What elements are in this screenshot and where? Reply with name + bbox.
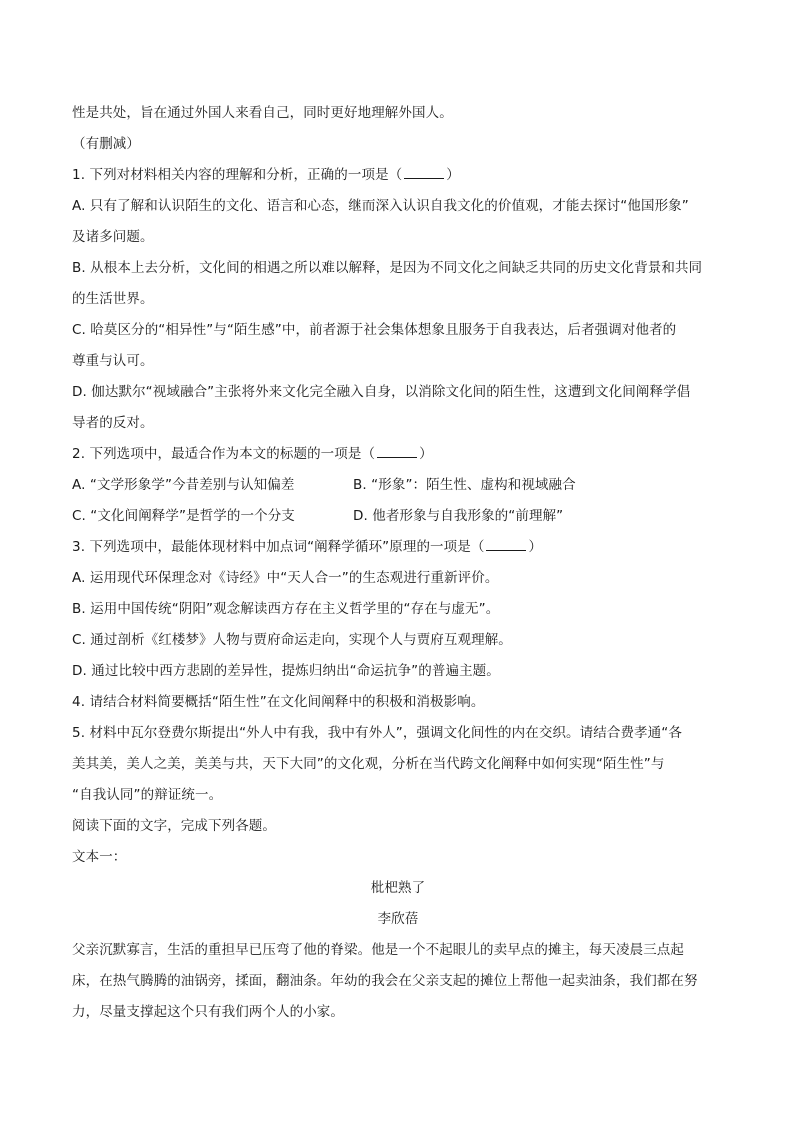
question-1-stem-text: 1. 下列对材料相关内容的理解和分析，正确的一项是（ <box>72 167 403 183</box>
question-3-option-a: A. 运用现代环保理念对《诗经》中“天人合一”的生态观进行重新评价。 <box>72 570 499 586</box>
question-1-stem <box>72 160 724 191</box>
essay-paragraph-line-1: 父亲沉默寡言，生活的重担早已压弯了他的脊梁。他是一个不起眼儿的卖早点的摊主，每天凌晨三点起 <box>72 942 684 958</box>
question-5-line-2: 美其美，美人之美，美美与共，天下大同”的文化观，分析在当代跨文化阐释中如何实现“陌生性”与 <box>72 756 665 772</box>
answer-blank <box>377 443 417 458</box>
question-2-option-c: C. “文化间阐释学”是哲学的一个分支 <box>72 508 295 524</box>
question-2-option-a: A. “文学形象学”今昔差别与认知偏差 <box>72 477 295 493</box>
essay-paragraph-line-2: 床，在热气腾腾的油锅旁，揉面，翻油条。年幼的我会在父亲支起的摊位上帮他一起卖油条，我们都在努 <box>72 973 698 989</box>
essay-author: 李欣蓓 <box>377 911 419 927</box>
question-1-stem-close: ） <box>446 167 460 183</box>
question-1-option-c-line-1: C. 哈莫区分的“相异性”与“陌生感”中，前者源于社会集体想象且服务于自我表达，后者强调对他者的 <box>72 322 677 338</box>
answer-blank <box>404 164 444 179</box>
question-2-stem-close: ） <box>419 446 433 462</box>
question-5-line-3: “自我认同”的辩证统一。 <box>72 787 223 803</box>
question-3-option-d: D. 通过比较中西方悲剧的差异性，提炼归纳出“命运抗争”的普遍主题。 <box>72 663 500 679</box>
question-1-option-b-line-1: B. 从根本上去分析，文化间的相遇之所以难以解释，是因为不同文化之间缺乏共同的历史文化背景和共同 <box>72 260 703 276</box>
essay-title: 枇杷熟了 <box>370 880 426 896</box>
question-3-option-b: B. 运用中国传统“阴阳”观念解读西方存在主义哲学里的“存在与虚无”。 <box>72 601 500 617</box>
question-2-options-row-2 <box>72 501 724 532</box>
reading-instruction: 阅读下面的文字，完成下列各题。 <box>72 818 276 834</box>
question-1-option-c-line-2: 尊重与认可。 <box>72 353 154 369</box>
text-one-label: 文本一： <box>72 849 127 865</box>
passage-closing-line: 性是共处，旨在通过外国人来看自己，同时更好地理解外国人。 <box>72 105 453 121</box>
question-1-option-d-line-1: D. 伽达默尔“视域融合”主张将外来文化完全融入自身，以消除文化间的陌生性，这遭到文化间阐释学倡 <box>72 384 691 400</box>
question-1-option-a-line-2: 及诸多问题。 <box>72 229 154 245</box>
question-1-option-a-line-1: A. 只有了解和认识陌生的文化、语言和心态，继而深入认识自我文化的价值观，才能去探讨“他国形象” <box>72 198 689 214</box>
question-3-stem-close: ） <box>528 539 543 555</box>
question-3-option-c: C. 通过剖析《红楼梦》人物与贾府命运走向，实现个人与贾府互观理解。 <box>72 632 512 648</box>
question-1-option-b-line-2: 的生活世界。 <box>72 291 154 307</box>
question-2-option-d: D. 他者形象与自我形象的“前理解” <box>353 508 564 524</box>
question-3-stem <box>72 532 724 563</box>
document-body <box>72 98 724 1028</box>
question-2-option-b: B. “形象”：陌生性、虚构和视域融合 <box>353 477 576 493</box>
essay-paragraph-line-3: 力，尽量支撑起这个只有我们两个人的小家。 <box>72 1004 344 1020</box>
question-2-stem <box>72 439 724 470</box>
question-2-stem-text: 2. 下列选项中，最适合作为本文的标题的一项是（ <box>72 446 376 462</box>
question-1-option-d-line-2: 导者的反对。 <box>72 415 154 431</box>
question-5-line-1: 5. 材料中瓦尔登费尔斯提出“外人中有我，我中有外人”，强调文化间性的内在交织。请结合费孝通“各 <box>72 725 682 741</box>
question-3-stem-text: 3. 下列选项中，最能体现材料中加点词“阐释学循环”原理的一项是（ <box>72 539 485 555</box>
abridged-note: （有删减） <box>72 136 140 152</box>
question-2-options-row-1 <box>72 470 724 501</box>
question-4-stem: 4. 请结合材料简要概括“陌生性”在文化间阐释中的积极和消极影响。 <box>72 694 485 710</box>
answer-blank <box>486 536 526 551</box>
